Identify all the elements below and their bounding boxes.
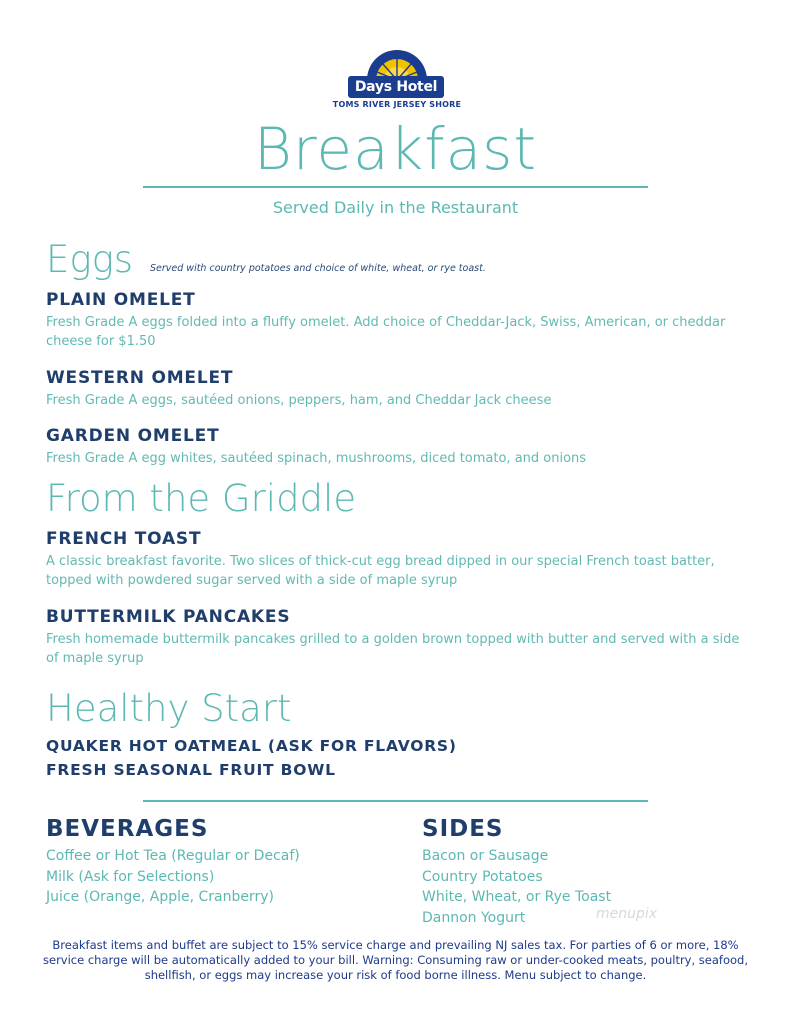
list-item: Milk (Ask for Selections)	[46, 868, 215, 885]
title-divider	[143, 186, 648, 188]
footer-disclaimer: Breakfast items and buffet are subject to 15% service charge and prevailing NJ sales tax. For parties of 6 or more, 18% service charge will be automatically added to your bill. Warning: Consuming raw or under-cooked meats, poultry, seafood, shellfish, or eggs may increase your risk of food borne illness. Menu subject to change.	[43, 938, 748, 982]
eggs-note: Served with country potatoes and choice of white, wheat, or rye toast.	[150, 263, 486, 274]
menu-item-name: PLAIN OMELET	[46, 290, 196, 310]
section-heading-griddle: From the Griddle	[46, 477, 357, 520]
list-item: Country Potatoes	[422, 868, 543, 885]
logo-wordmark: Days Hotel	[348, 76, 444, 98]
menu-item-desc: Fresh Grade A eggs, sautéed onions, peppers, ham, and Cheddar Jack cheese	[46, 393, 552, 408]
section-heading-healthy: Healthy Start	[46, 687, 292, 730]
menu-item-name: FRENCH TOAST	[46, 529, 202, 549]
sides-list	[422, 846, 611, 928]
logo-location: TOMS RIVER JERSEY SHORE	[332, 100, 462, 109]
menu-item-name: FRESH SEASONAL FRUIT BOWL	[46, 761, 336, 779]
page-subtitle: Served Daily in the Restaurant	[272, 198, 519, 217]
menu-item-desc: Fresh Grade A eggs folded into a fluffy omelet. Add choice of Cheddar-Jack, Swiss, American, or cheddar cheese for $1.50	[46, 315, 726, 349]
section-heading-eggs: Eggs	[46, 238, 134, 281]
list-item: White, Wheat, or Rye Toast	[422, 889, 612, 905]
menu-item-desc: Fresh Grade A egg whites, sautéed spinach, mushrooms, diced tomato, and onions	[46, 451, 587, 466]
watermark: menupix	[596, 906, 658, 922]
beverages-heading: BEVERAGES	[46, 816, 209, 842]
list-item: Bacon or Sausage	[422, 848, 549, 864]
menu-item-desc: Fresh homemade buttermilk pancakes grilled to a golden brown topped with butter and served with a side of maple syrup	[46, 632, 740, 666]
list-item: Dannon Yogurt	[422, 909, 526, 926]
hotel-logo	[332, 44, 462, 114]
menu-item-name: QUAKER HOT OATMEAL (ASK FOR FLAVORS)	[46, 737, 457, 755]
menu-item-desc: A classic breakfast favorite. Two slices of thick-cut egg bread dipped in our special French toast batter, topped with powdered sugar served with a side of maple syrup	[46, 554, 715, 588]
menu-item-name: GARDEN OMELET	[46, 426, 220, 446]
menu-item-name: WESTERN OMELET	[46, 368, 234, 388]
sides-heading: SIDES	[422, 816, 504, 842]
page-title: Breakfast	[253, 115, 538, 183]
beverages-list	[46, 846, 300, 908]
section-divider	[143, 800, 648, 802]
menu-item-name: BUTTERMILK PANCAKES	[46, 607, 291, 627]
list-item: Juice (Orange, Apple, Cranberry)	[46, 889, 274, 905]
list-item: Coffee or Hot Tea (Regular or Decaf)	[46, 848, 300, 864]
